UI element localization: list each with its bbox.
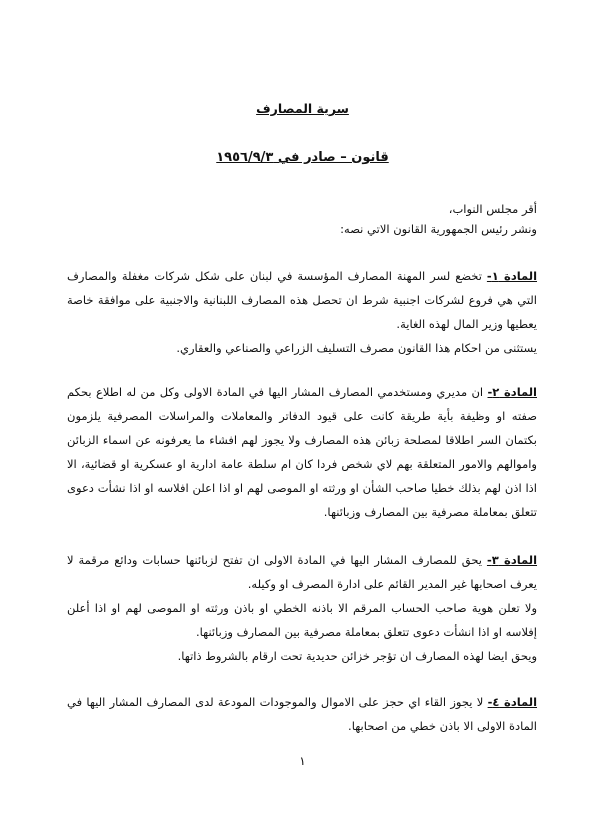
article-1-text: تخضع لسر المهنة المصارف المؤسسة في لبنان على شكل شركات مغفلة والمصارف التي هي فروع لشركات اجنبية شرط ان تحصل هذه المصارف اللبنانية والاجنبية على موافقة خاصة يعطيها وزير المال لهذه الغاية. bbox=[67, 269, 537, 331]
article-2 bbox=[67, 380, 537, 524]
document-title: سرية المصارف bbox=[256, 101, 349, 116]
article-1-label: المادة ١- bbox=[486, 269, 538, 283]
article-2-body bbox=[67, 380, 537, 524]
article-1-body bbox=[67, 264, 537, 336]
article-2-label: المادة ٢- bbox=[487, 385, 537, 399]
intro-line-1: أقر مجلس النواب، bbox=[448, 202, 537, 216]
article-3-extra-1: ولا تعلن هوية صاحب الحساب المرقم الا باذنه الخطي او باذن ورثته او الموصى لهم او اذا أعلن إفلاسه او اذا انشأت دعوى تتعلق بمعاملة مصرفية بين المصارف وزبائنها. bbox=[67, 601, 537, 639]
article-4-body bbox=[67, 690, 537, 738]
page-number: ١ bbox=[299, 754, 306, 768]
article-2-text: ان مديري ومستخدمي المصارف المشار اليها في المادة الاولى وكل من له اطلاع بحكم صفته او وظيفة بأية طريقة كانت على قيود الدفاتر والمعاملات والمراسلات المصرفية يلزمون بكتمان السر اطلاقا لمصلحة زبائن هذه المصارف ولا يجوز لهم افشاء ما يعرفونه عن اسماء الزبائن واموالهم والامور المتعلقة بهم لاي شخص فردا كان ام سلطة عامة ادارية او عسكرية او قضائية، الا اذا اذن لهم بذلك خطيا صاحب الشأن او ورثته او الموصى لهم او اذا اعلن افلاسه او اذا نشأت دعوى تتعلق بمعاملة مصرفية بين المصارف وزبائنها. bbox=[67, 385, 537, 519]
article-4-text: لا يجوز القاء اي حجز على الاموال والموجودات المودعة لدى المصارف المشار اليها في المادة الاولى الا باذن خطي من اصحابها. bbox=[67, 695, 537, 733]
article-3 bbox=[67, 548, 537, 668]
article-3-text: يحق للمصارف المشار اليها في المادة الاولى ان تفتح لزبائنها حسابات ودائع مرقمة لا يعرف اصحابها غير المدير القائم على ادارة المصرف او وكيله. bbox=[67, 553, 537, 591]
article-3-label: المادة ٣- bbox=[486, 553, 538, 567]
law-date-line: قانون – صادر في ١٩٥٦/٩/٣ bbox=[216, 150, 389, 165]
intro-line-2: ونشر رئيس الجمهورية القانون الاتي نصه: bbox=[340, 222, 537, 236]
article-4 bbox=[67, 690, 537, 738]
article-3-extra-2: ويحق ايضا لهذه المصارف ان تؤجر خزائن حديدية تحت ارقام بالشروط ذاتها. bbox=[177, 649, 537, 663]
article-3-body bbox=[67, 548, 537, 596]
article-4-label: المادة ٤- bbox=[487, 695, 538, 709]
article-1 bbox=[67, 264, 537, 360]
article-1-extra-1: يستثنى من احكام هذا القانون مصرف التسليف الزراعي والصناعي والعقاري. bbox=[176, 341, 537, 355]
